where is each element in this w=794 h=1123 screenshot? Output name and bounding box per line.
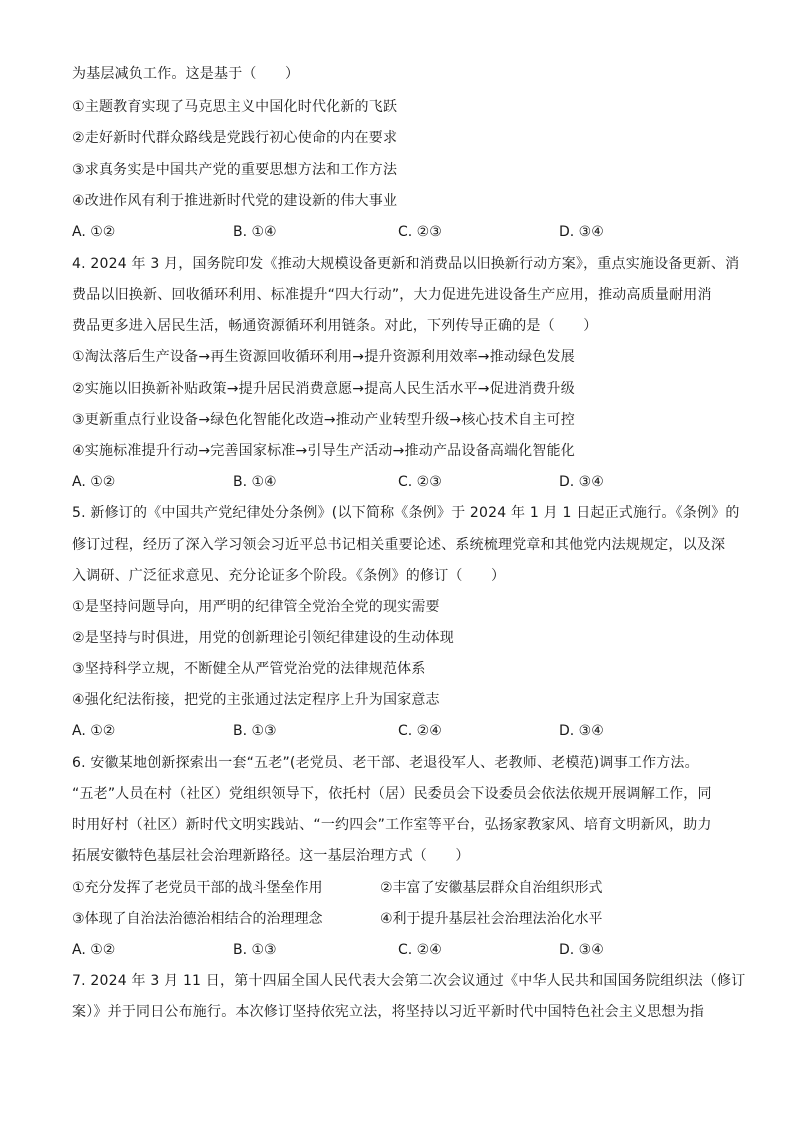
q4-stem-line-2: 费品以旧换新、回收循环利用、标准提升“四大行动”，大力促进先进设备生产应用，推动高质量耐用消	[72, 287, 712, 303]
q5-stem-line-1: 5. 新修订的《中国共产党纪律处分条例》(以下简称《条例》于 2024 年 1 月 1 日起正式施行。《条例》的	[72, 505, 740, 521]
q5-stem-line-2: 修订过程，经历了深入学习领会习近平总书记相关重要论述、系统梳理党章和其他党内法规规定，以及深	[72, 537, 726, 553]
q3-option-c[interactable]: C. ②③	[398, 224, 442, 240]
q4-statement-2: ②实施以旧换新补贴政策→提升居民消费意愿→提高人民生活水平→促进消费升级	[72, 381, 575, 397]
q5-stem-line-3: 入调研、广泛征求意见、充分论证多个阶段。《条例》的修订（ ）	[72, 568, 506, 584]
q4-option-d[interactable]: D. ③④	[559, 474, 604, 490]
q5-option-b[interactable]: B. ①③	[233, 723, 277, 739]
q5-statement-2: ②是坚持与时俱进，用党的创新理论引领纪律建设的生动体现	[72, 630, 454, 646]
q4-option-c[interactable]: C. ②③	[398, 474, 442, 490]
q4-stem-line-3: 费品更多进入居民生活，畅通资源循环利用链条。对此，下列传导正确的是（ ）	[72, 318, 598, 334]
q5-options	[72, 721, 732, 741]
q7-stem-line-1: 7. 2024 年 3 月 11 日，第十四届全国人民代表大会第二次会议通过《中华人民共和国国务院组织法（修订	[72, 973, 746, 989]
q7-stem-line-2: 案）》并于同日公布施行。本次修订坚持依宪立法，将坚持以习近平新时代中国特色社会主义思想为指	[72, 1004, 704, 1020]
q6-statement-3: ③体现了自治法治德治相结合的治理理念	[72, 911, 323, 927]
q5-statement-4: ④强化纪法衔接，把党的主张通过法定程序上升为国家意志	[72, 692, 440, 708]
q4-statement-1: ①淘汰落后生产设备→再生资源回收循环利用→提升资源利用效率→推动绿色发展	[72, 349, 575, 365]
q3-statement-4: ④改进作风有利于推进新时代党的建设新的伟大事业	[72, 193, 398, 209]
q3-statement-3: ③求真务实是中国共产党的重要思想方法和工作方法	[72, 162, 398, 178]
q4-option-b[interactable]: B. ①④	[233, 474, 277, 490]
q6-stem-line-1: 6. 安徽某地创新探索出一套“五老”(老党员、老干部、老退役军人、老教师、老模范)调事工作方法。	[72, 755, 699, 771]
q6-statement-4: ④利于提升基层社会治理法治化水平	[380, 911, 603, 927]
q6-statement-1: ①充分发挥了老党员干部的战斗堡垒作用	[72, 880, 323, 896]
q4-options	[72, 472, 732, 492]
q3-statement-1: ①主题教育实现了马克思主义中国化时代化新的飞跃	[72, 99, 398, 115]
q3-statement-2: ②走好新时代群众路线是党践行初心使命的内在要求	[72, 130, 398, 146]
q5-statement-1: ①是坚持问题导向，用严明的纪律管全党治全党的现实需要	[72, 599, 440, 615]
q6-stem-line-3: 时用好村（社区）新时代文明实践站、“一约四会”工作室等平台，弘扬家教家风、培育文明新风，助力	[72, 817, 712, 833]
q3-option-d[interactable]: D. ③④	[559, 224, 604, 240]
q6-option-d[interactable]: D. ③④	[559, 942, 604, 958]
q3-options	[72, 222, 732, 242]
q4-statement-3: ③更新重点行业设备→绿色化智能化改造→推动产业转型升级→核心技术自主可控	[72, 412, 575, 428]
q6-option-b[interactable]: B. ①③	[233, 942, 277, 958]
q5-option-a[interactable]: A. ①②	[72, 723, 116, 739]
q4-stem-line-1: 4. 2024 年 3 月，国务院印发《推动大规模设备更新和消费品以旧换新行动方案》，重点实施设备更新、消	[72, 256, 740, 272]
q6-stem-line-2: “五老”人员在村（社区）党组织领导下，依托村（居）民委员会下设委员会依法依规开展调解工作，同	[72, 786, 712, 802]
q6-statement-2: ②丰富了安徽基层群众自治组织形式	[380, 880, 603, 896]
q3-option-b[interactable]: B. ①④	[233, 224, 277, 240]
q4-option-a[interactable]: A. ①②	[72, 474, 116, 490]
q5-statement-3: ③坚持科学立规，不断健全从严管党治党的法律规范体系	[72, 661, 426, 677]
q3-option-a[interactable]: A. ①②	[72, 224, 116, 240]
q6-statements-row-1	[72, 878, 732, 898]
q6-option-c[interactable]: C. ②④	[398, 942, 442, 958]
q3-stem-tail: 为基层减负工作。这是基于（ ）	[72, 66, 300, 82]
q6-statements-row-2	[72, 909, 732, 929]
q5-option-d[interactable]: D. ③④	[559, 723, 604, 739]
q6-option-a[interactable]: A. ①②	[72, 942, 116, 958]
q5-option-c[interactable]: C. ②④	[398, 723, 442, 739]
q4-statement-4: ④实施标准提升行动→完善国家标准→引导生产活动→推动产品设备高端化智能化	[72, 443, 575, 459]
q6-options	[72, 940, 732, 960]
q6-stem-line-4: 拓展安徽特色基层社会治理新路径。这一基层治理方式（ ）	[72, 848, 470, 864]
